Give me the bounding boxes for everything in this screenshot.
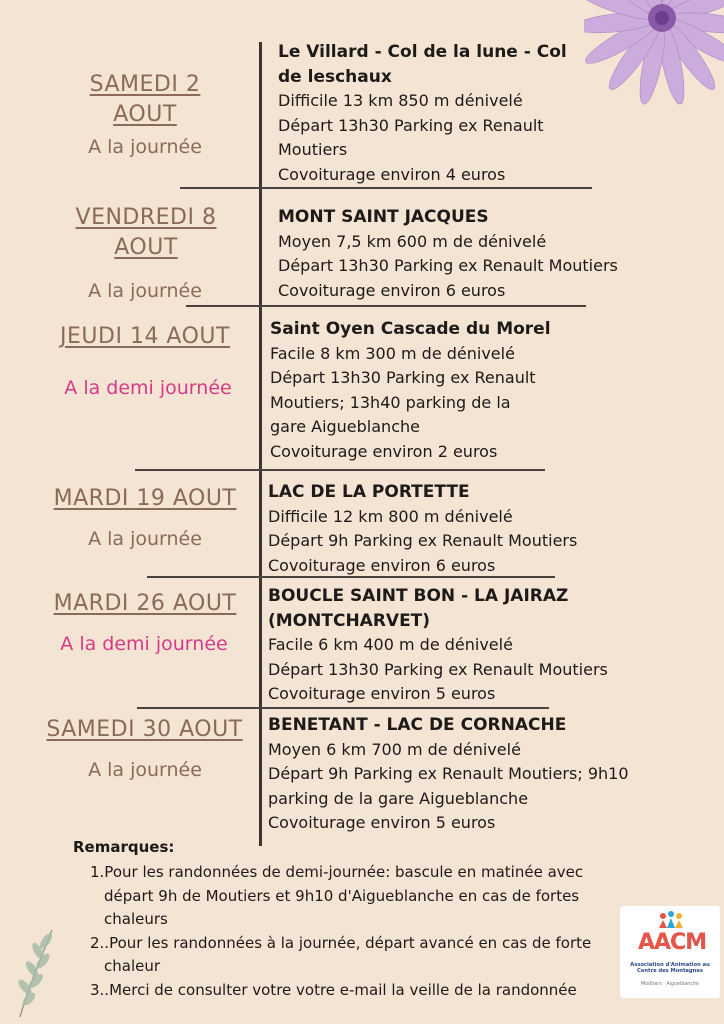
event-info-line: Covoiturage environ 6 euros	[278, 280, 506, 300]
event-title: BOUCLE SAINT BON - LA JAIRAZ	[268, 586, 569, 606]
event-details	[268, 713, 698, 836]
event-info-line: Covoiturage environ 5 euros	[268, 684, 496, 703]
event-date-line: SAMEDI 2	[89, 72, 201, 97]
event-info-line: Départ 13h30 Parking ex Renault Moutiers	[278, 256, 618, 275]
remarks-title: Remarques:	[73, 838, 175, 856]
event-date	[60, 70, 230, 130]
logo-text: AACM	[638, 930, 707, 955]
event-duration: A la demi journée	[60, 633, 228, 655]
event-info-line: Moyen 6 km 700 m de dénivelé	[268, 739, 521, 759]
remark-item: 3..Merci de consulter votre votre e-mail la veille de la randonnée	[90, 980, 577, 999]
event-info-line: Covoiturage environ 2 euros	[270, 441, 498, 461]
olive-branch-icon	[8, 925, 58, 1020]
event-info-line: Moyen 7,5 km 600 m de dénivelé	[278, 231, 547, 251]
logo-subtitle: Association d'Animation au Centre des Montagnes	[630, 962, 710, 974]
event-details	[278, 205, 698, 303]
event-date	[56, 203, 236, 263]
event-details	[268, 480, 688, 578]
divider-2	[186, 305, 586, 307]
event-details	[270, 317, 600, 464]
event-details	[268, 584, 688, 707]
association-logo	[620, 906, 720, 998]
event-details	[278, 40, 598, 187]
logo-figures-icon	[655, 910, 685, 930]
event-info-line: Départ 13h30 Parking ex Renault	[278, 115, 544, 135]
event-info-line: Difficile 12 km 800 m dénivelé	[268, 506, 513, 526]
event-info-line: Facile 8 km 300 m de dénivelé	[270, 343, 515, 363]
event-info-line: parking de la gare Aigueblanche	[268, 788, 529, 808]
event-duration: A la journée	[88, 280, 202, 302]
event-title: (MONTCHARVET)	[268, 610, 431, 631]
event-info-line: Covoiturage environ 5 euros	[268, 813, 496, 832]
event-title: Saint Oyen Cascade du Morel	[270, 319, 551, 339]
divider-1	[180, 187, 592, 189]
event-info-line: gare Aigueblanche	[270, 417, 420, 436]
event-title: LAC DE LA PORTETTE	[268, 482, 470, 502]
event-date: MARDI 26 AOUT	[53, 591, 237, 616]
event-info-line: Départ 13h30 Parking ex Renault Moutiers	[268, 659, 608, 679]
remarks-list	[90, 861, 610, 1002]
event-info-line: Départ 13h30 Parking ex Renault	[270, 368, 536, 387]
event-title: BENETANT - LAC DE CORNACHE	[268, 715, 567, 735]
event-info-line: Covoiturage environ 4 euros	[278, 164, 506, 184]
event-date: MARDI 19 AOUT	[53, 486, 237, 511]
event-date-line: AOUT	[114, 235, 178, 260]
event-info-line: Moutiers; 13h40 parking de la	[270, 392, 511, 412]
event-duration: A la demi journée	[64, 377, 232, 399]
timeline-vertical-line	[259, 42, 262, 846]
event-info-line: Départ 9h Parking ex Renault Moutiers; 9h10	[268, 764, 629, 783]
daisy-flower-icon	[584, 0, 724, 118]
event-date-line: AOUT	[113, 102, 177, 127]
event-date: JEUDI 14 AOUT	[60, 324, 230, 349]
event-title: de leschaux	[278, 66, 392, 87]
event-info-line: Moutiers	[278, 140, 348, 159]
event-date-line: VENDREDI 8	[75, 205, 217, 230]
remark-item: 1.Pour les randonnées de demi-journée: bascule en matinée avec départ 9h de Moutiers et 9h10 d'Aigueblanche en cas de fortes chaleurs	[90, 863, 584, 928]
event-duration: A la journée	[88, 136, 202, 158]
event-title: Le Villard - Col de la lune - Col	[278, 42, 567, 62]
event-info-line: Covoiturage environ 6 euros	[268, 555, 496, 575]
logo-place: Moûtiers · Aigueblanche	[641, 982, 699, 987]
event-duration: A la journée	[88, 528, 202, 550]
event-info-line: Départ 9h Parking ex Renault Moutiers	[268, 531, 578, 550]
logo-mark	[638, 930, 706, 955]
remark-item: 2..Pour les randonnées à la journée, départ avancé en cas de forte chaleur	[90, 933, 592, 975]
divider-5	[137, 707, 549, 709]
event-info-line: Difficile 13 km 850 m dénivelé	[278, 91, 523, 110]
event-title: MONT SAINT JACQUES	[278, 207, 489, 227]
event-info-line: Facile 6 km 400 m de dénivelé	[268, 635, 513, 654]
event-date: SAMEDI 30 AOUT	[46, 717, 243, 742]
event-duration: A la journée	[88, 759, 202, 781]
divider-3	[135, 469, 545, 471]
